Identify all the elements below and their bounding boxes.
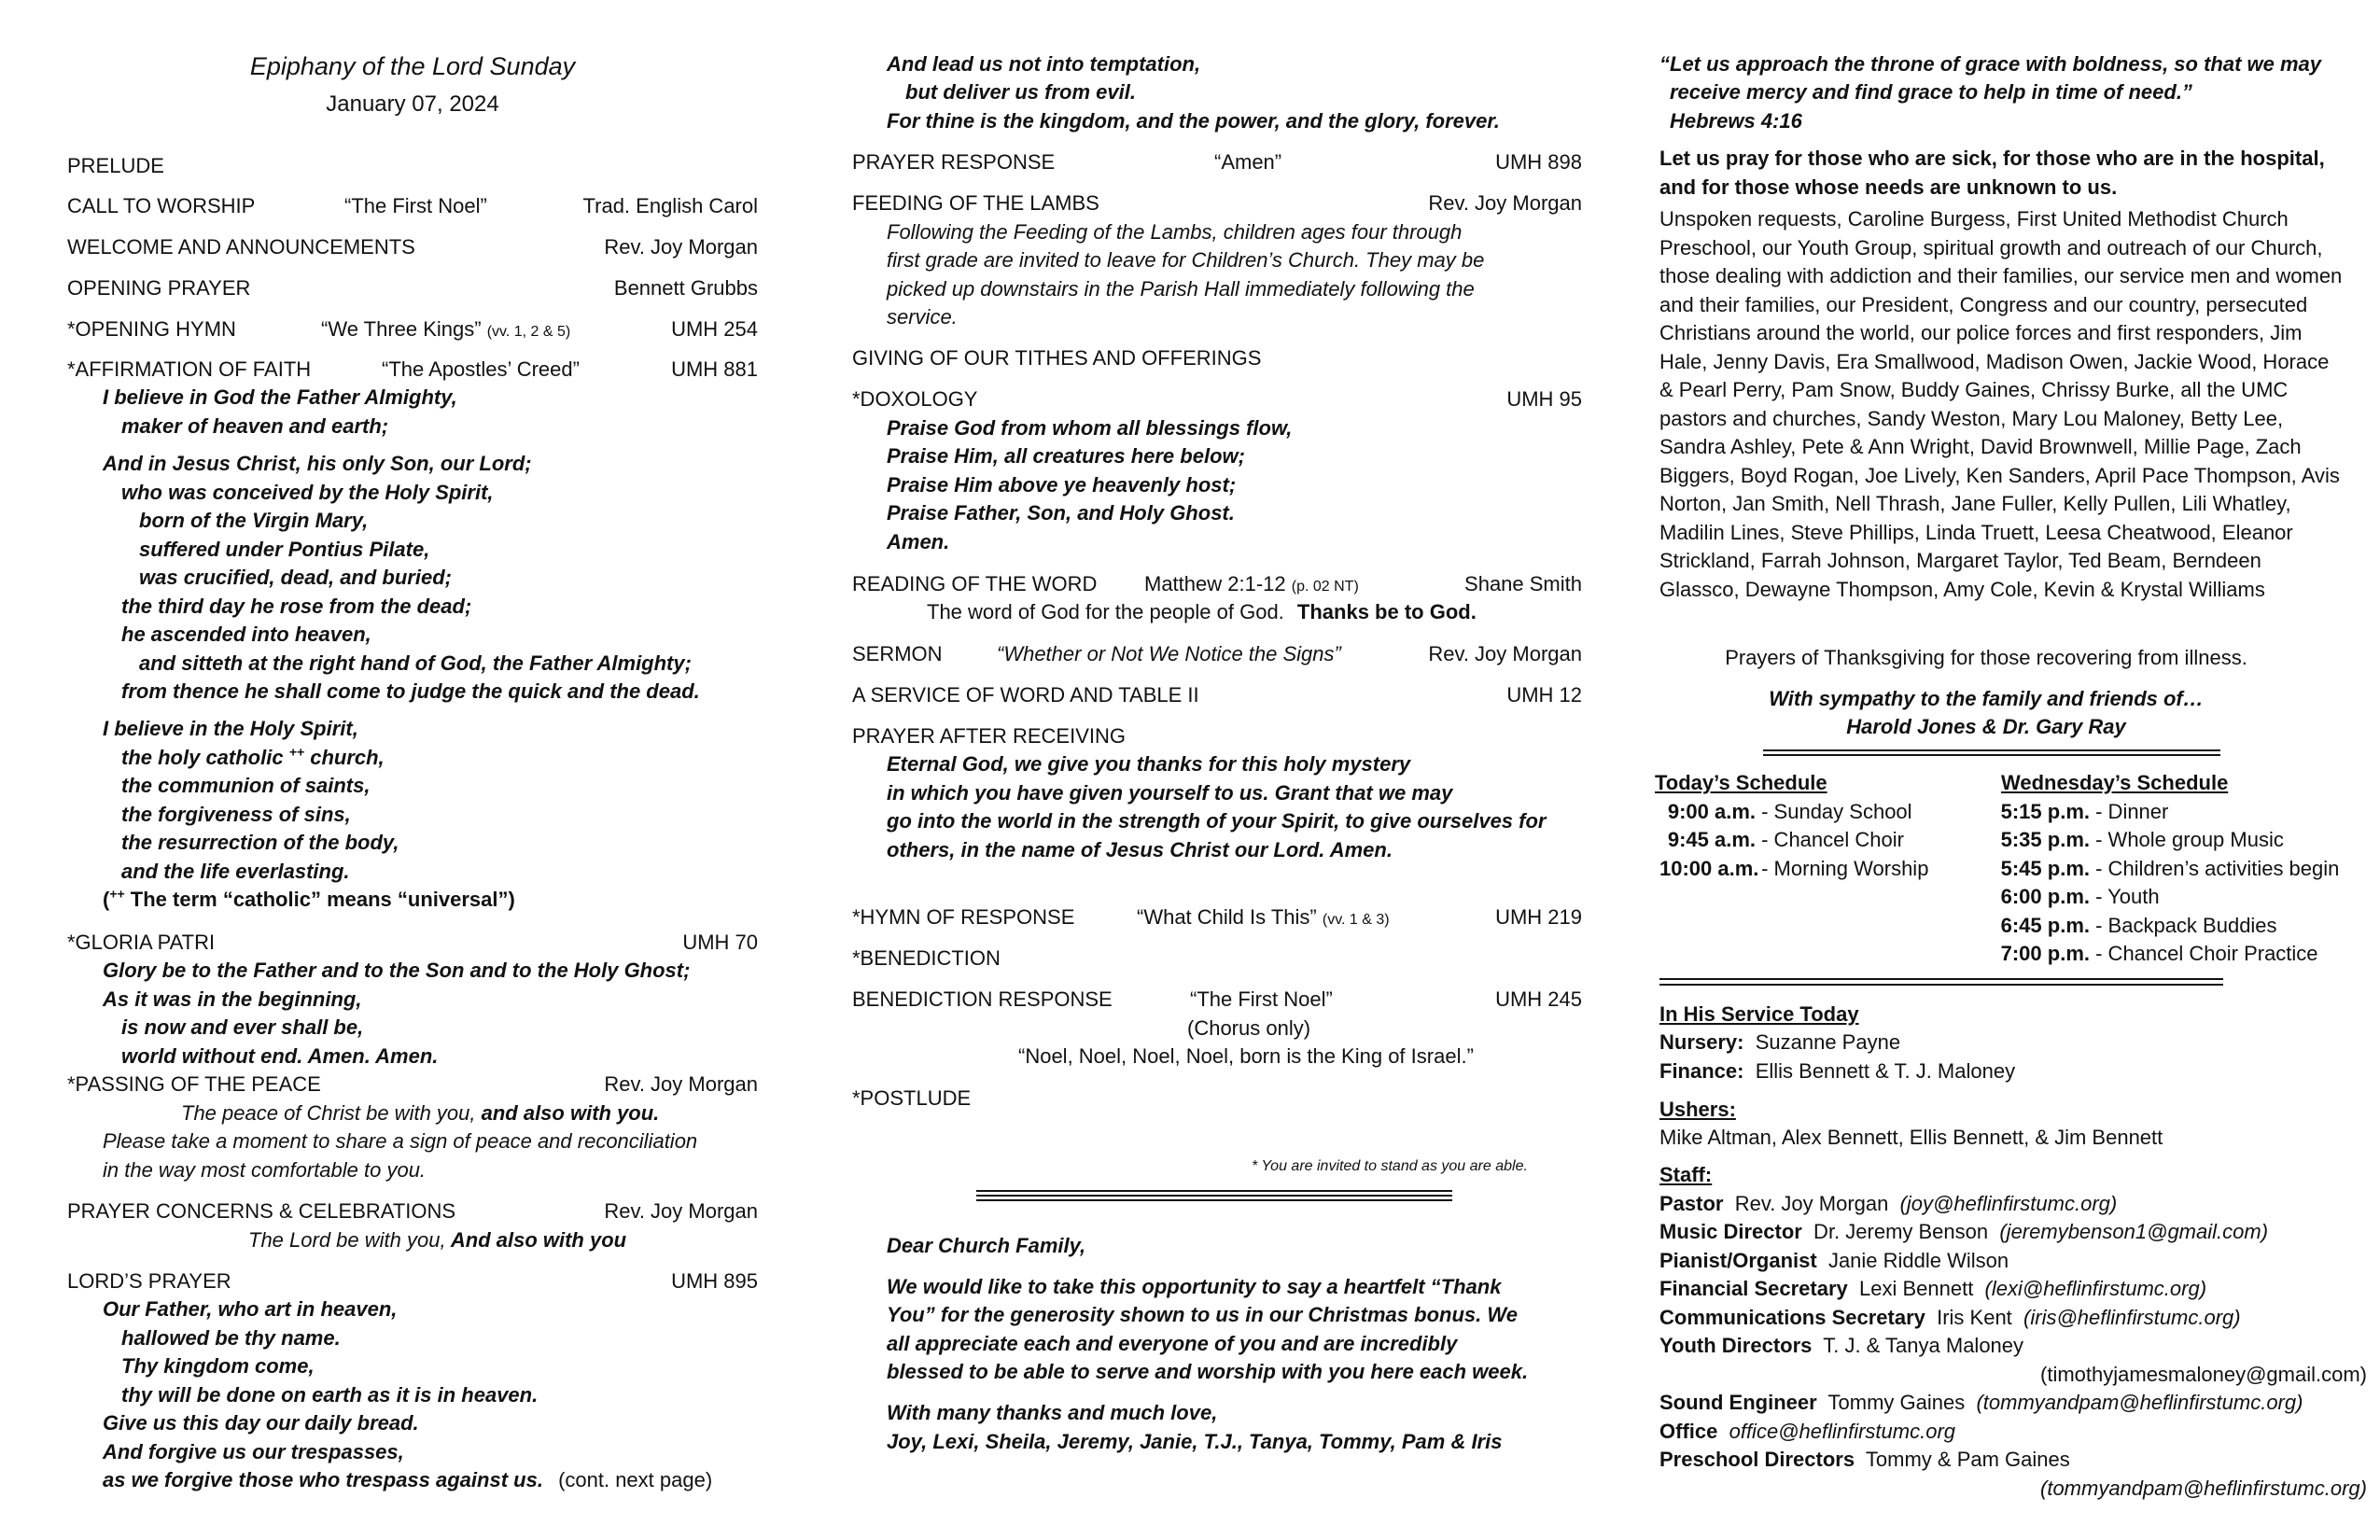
schedule-time: 5:35 p.m. (2000, 828, 2090, 851)
sermon-preacher: Rev. Joy Morgan (1428, 642, 1582, 665)
gloria-line: As it was in the beginning, (103, 987, 362, 1011)
staff-role: Music Director (1659, 1220, 1802, 1243)
word-and-table-number: UMH 12 (1506, 683, 1582, 707)
schedule-item (1659, 828, 1904, 852)
lords-prayer-line: Give us this day our daily bread. (103, 1411, 419, 1435)
letter-closing: With many thanks and much love, (887, 1401, 1218, 1424)
doxology-line: Praise God from whom all blessings flow, (887, 416, 1293, 440)
wednesday-schedule-heading: Wednesday’s Schedule (2001, 771, 2229, 794)
concerns-people-line: And also with you (445, 1228, 627, 1252)
ushers-heading: Ushers: (1659, 1098, 1736, 1121)
letter-line: You” for the generosity shown to us in our Christmas bonus. We (887, 1303, 1518, 1326)
prayer-concerns-leader: Rev. Joy Morgan (604, 1199, 758, 1223)
in-his-service-heading: In His Service Today (1659, 1002, 1859, 1026)
divider-rule (976, 1195, 1452, 1197)
schedule-item (1991, 857, 2339, 881)
lords-prayer-cont-line: but deliver us from evil. (905, 80, 1136, 104)
passing-peace-label: *PASSING OF THE PEACE (67, 1072, 321, 1096)
stand-note: * You are invited to stand as you are able. (1252, 1158, 1528, 1174)
lords-prayer-cont-line: For thine is the kingdom, and the power, and the glory, forever. (887, 109, 1500, 133)
peace-response (181, 1101, 659, 1126)
staff-row (1659, 1277, 2206, 1301)
prayer-after-line: others, in the name of Jesus Christ our Lord. Amen. (887, 838, 1393, 861)
sermon-title: “Whether or Not We Notice the Signs” (997, 642, 1341, 665)
schedule-item (1991, 942, 2318, 966)
creed-line: the forgiveness of sins, (121, 803, 351, 826)
letter-line: We would like to take this opportunity to say a heartfelt “Thank (887, 1275, 1502, 1298)
thanksgiving-line: Prayers of Thanksgiving for those recovering from illness. (1725, 646, 2247, 669)
creed-line: from thence he shall come to judge the quick and the dead. (121, 679, 700, 703)
prayer-response-label: PRAYER RESPONSE (852, 150, 1056, 174)
doxology-line: Praise Father, Son, and Holy Ghost. (887, 501, 1235, 525)
sympathy-names: Harold Jones & Dr. Gary Ray (1846, 715, 2126, 738)
schedule-time: 6:45 p.m. (2000, 914, 2090, 937)
prayer-after-line: go into the world in the strength of your Spirit, to give ourselves for (887, 809, 1547, 833)
lords-prayer-last-line (103, 1468, 712, 1492)
schedule-activity: - Backpack Buddies (2090, 914, 2277, 937)
call-to-worship-label: CALL TO WORSHIP (67, 194, 256, 217)
staff-name: Janie Riddle Wilson (1816, 1249, 2009, 1272)
staff-email: (tommyandpam@heflinfirstumc.org) (2040, 1477, 2367, 1500)
staff-email: (timothyjamesmaloney@gmail.com) (2040, 1363, 2367, 1386)
opening-hymn-verses: (vv. 1, 2 & 5) (486, 324, 571, 340)
benediction-response-title: “The First Noel” (1190, 987, 1333, 1011)
passing-peace-leader: Rev. Joy Morgan (604, 1072, 758, 1096)
staff-heading: Staff: (1659, 1163, 1713, 1186)
column-order-of-worship-1 (67, 0, 758, 1540)
letter-line: all appreciate each and everyone of you and are incredibly (887, 1332, 1458, 1355)
schedule-time: 5:15 p.m. (2000, 800, 2090, 823)
doxology-number: UMH 95 (1506, 387, 1582, 411)
continued-note: (cont. next page) (558, 1468, 713, 1491)
feeding-note-line: first grade are invited to leave for Children’s Church. They may be (887, 248, 1485, 272)
reading-scripture: Matthew 2:1-12 (1144, 572, 1286, 595)
benediction-response-number: UMH 245 (1495, 987, 1582, 1011)
quote-line: “Let us approach the throne of grace with boldness, so that we may (1659, 52, 2322, 76)
affirmation-title: “The Apostles’ Creed” (382, 357, 580, 381)
lords-prayer-line: thy will be done on earth as it is in heaven. (121, 1383, 539, 1407)
lords-prayer-line: hallowed be thy name. (121, 1326, 341, 1350)
creed-line: the communion of saints, (121, 774, 371, 797)
welcome-leader: Rev. Joy Morgan (604, 235, 758, 259)
peace-instruction: in the way most comfortable to you. (103, 1158, 427, 1182)
prayer-response-number: UMH 898 (1495, 150, 1582, 174)
schedule-item (1659, 857, 1928, 881)
finance-row (1659, 1059, 2015, 1084)
schedule-time: 9:45 a.m. (1667, 828, 1756, 851)
sympathy-line: With sympathy to the family and friends of… (1769, 687, 2204, 710)
creed-footnote (103, 888, 515, 912)
staff-role: Preschool Directors (1659, 1448, 1855, 1471)
gloria-patri-label: *GLORIA PATRI (67, 931, 216, 954)
staff-email: (joy@heflinfirstumc.org) (1899, 1192, 2118, 1215)
gloria-line: world without end. Amen. Amen. (121, 1044, 439, 1068)
creed-footnote-note-mark: ++ (109, 886, 125, 902)
prayer-after-line: in which you have given yourself to us. Grant that we may (887, 781, 1453, 805)
divider-rule (1763, 749, 2220, 751)
staff-row (1659, 1306, 2241, 1330)
lords-prayer-line: Our Father, who art in heaven, (103, 1297, 398, 1321)
staff-email: (jeremybenson1@gmail.com) (1999, 1220, 2269, 1243)
staff-row (1659, 1420, 1955, 1444)
creed-line: born of the Virgin Mary, (139, 509, 369, 532)
schedule-item (1991, 828, 2284, 852)
divider-rule (1659, 978, 2223, 980)
lords-prayer-line: And forgive us our trespasses, (103, 1440, 404, 1463)
creed-line: maker of heaven and earth; (121, 414, 389, 438)
schedule-time: 7:00 p.m. (2000, 942, 2090, 965)
call-to-worship-title: “The First Noel” (344, 194, 487, 217)
reading-response (927, 600, 1477, 624)
lords-prayer-cont-line: And lead us not into temptation, (887, 52, 1201, 76)
doxology-line: Praise Him above ye heavenly host; (887, 473, 1237, 497)
letter-line: blessed to be able to serve and worship with you here each week. (887, 1360, 1529, 1383)
creed-line: and sitteth at the right hand of God, the Father Almighty; (139, 651, 692, 675)
creed-line: I believe in God the Father Almighty, (103, 385, 457, 409)
creed-line-catholic (121, 746, 385, 770)
hymn-response-verses: (vv. 1 & 3) (1322, 912, 1390, 928)
schedule-item (1991, 914, 2277, 938)
opening-hymn-number: UMH 254 (671, 317, 758, 341)
staff-row (1659, 1448, 2070, 1472)
staff-role: Pianist/Organist (1659, 1249, 1817, 1272)
hymn-response-number: UMH 219 (1495, 905, 1582, 929)
nursery-row (1659, 1030, 1900, 1055)
opening-prayer-label: OPENING PRAYER (67, 276, 251, 300)
column-order-of-worship-2 (852, 0, 1582, 1540)
staff-name: T. J. & Tanya Maloney (1812, 1334, 2024, 1357)
lords-prayer-line: as we forgive those who trespass against us. (103, 1468, 543, 1491)
reading-label: READING OF THE WORD (852, 572, 1098, 595)
staff-name: Rev. Joy Morgan (1723, 1192, 1900, 1215)
creed-line: suffered under Pontius Pilate, (139, 538, 430, 561)
finance-label: Finance: (1659, 1059, 1744, 1083)
doxology-line: Amen. (887, 530, 950, 553)
staff-row (1659, 1249, 2009, 1273)
peace-leader-line: The peace of Christ be with you, (181, 1101, 476, 1125)
schedule-item (1991, 800, 2168, 824)
quote-reference: Hebrews 4:16 (1670, 109, 1802, 133)
divider-rule (976, 1199, 1452, 1201)
creed-line: the holy catholic (121, 746, 284, 769)
reading-people-line: Thanks be to God. (1296, 600, 1477, 623)
schedule-time: 10:00 a.m. (1659, 857, 1759, 880)
doxology-line: Praise Him, all creatures here below; (887, 444, 1245, 468)
staff-name (1717, 1420, 1729, 1443)
staff-email: (iris@heflinfirstumc.org) (2023, 1306, 2241, 1329)
peace-people-line: and also with you. (475, 1101, 660, 1125)
lords-prayer-label: LORD’S PRAYER (67, 1269, 231, 1293)
feeding-lambs-leader: Rev. Joy Morgan (1428, 191, 1582, 215)
pray-for-heading: Let us pray for those who are sick, for those who are in the hospital, and for those whose needs are unknown to us. (1659, 147, 2325, 199)
creed-line: church, (310, 746, 385, 769)
creed-line: the third day he rose from the dead; (121, 595, 472, 618)
staff-role: Office (1659, 1420, 1718, 1443)
divider-rule (1763, 754, 2220, 756)
concerns-leader-line: The Lord be with you, (248, 1228, 446, 1252)
hymn-response-title: “What Child Is This” (1137, 905, 1317, 929)
feeding-note-line: service. (887, 305, 958, 329)
noel-chorus: “Noel, Noel, Noel, Noel, born is the King of Israel.” (1018, 1044, 1474, 1068)
opening-prayer-leader: Bennett Grubbs (613, 276, 758, 300)
welcome-label: WELCOME AND ANNOUNCEMENTS (67, 235, 415, 259)
service-date: January 07, 2024 (326, 91, 499, 117)
concerns-response (248, 1228, 626, 1253)
gloria-line: is now and ever shall be, (121, 1015, 364, 1039)
benediction-response-sub: (Chorus only) (1187, 1016, 1311, 1040)
staff-row (1659, 1192, 2117, 1216)
staff-role: Communications Secretary (1659, 1306, 1925, 1329)
reading-leader-line: The word of God for the people of God. (927, 600, 1284, 623)
letter-salutation: Dear Church Family, (887, 1234, 1086, 1257)
reading-page: (p. 02 NT) (1291, 579, 1359, 595)
schedule-item (1659, 800, 1912, 824)
schedule-time: 5:45 p.m. (2000, 857, 2090, 880)
affirmation-number: UMH 881 (671, 357, 758, 381)
peace-instruction: Please take a moment to share a sign of peace and reconciliation (103, 1129, 698, 1153)
staff-row (1659, 1220, 2268, 1244)
schedule-activity: - Dinner (2090, 800, 2169, 823)
tithes-label: GIVING OF OUR TITHES AND OFFERINGS (852, 346, 1262, 370)
creed-footnote-mark: ++ (288, 744, 305, 760)
staff-name: Iris Kent (1925, 1306, 2024, 1329)
creed-line: the resurrection of the body, (121, 831, 399, 854)
opening-hymn-title-group (321, 317, 570, 342)
divider-rule (976, 1190, 1452, 1192)
creed-footnote-text: The term “catholic” means “universal”) (124, 888, 515, 911)
feeding-note-line: picked up downstairs in the Parish Hall immediately following the (887, 277, 1475, 301)
lords-prayer-number: UMH 895 (671, 1269, 758, 1293)
staff-email: (tommyandpam@heflinfirstumc.org) (1976, 1391, 2303, 1414)
staff-name: Lexi Bennett (1847, 1277, 1985, 1300)
creed-line: who was conceived by the Holy Spirit, (121, 481, 494, 504)
sermon-label: SERMON (852, 642, 943, 665)
staff-row (1659, 1391, 2303, 1415)
prayer-response-title: “Amen” (1214, 150, 1282, 174)
gloria-line: Glory be to the Father and to the Son and to the Holy Ghost; (103, 959, 691, 982)
letter-signatures: Joy, Lexi, Sheila, Jeremy, Janie, T.J., Tanya, Tommy, Pam & Iris (887, 1430, 1503, 1453)
doxology-label: *DOXOLOGY (852, 387, 978, 411)
schedule-activity: - Morning Worship (1756, 857, 1929, 880)
staff-name: Tommy Gaines (1816, 1391, 1977, 1414)
reading-reference (1144, 572, 1359, 596)
staff-role: Sound Engineer (1659, 1391, 1817, 1414)
reading-reader: Shane Smith (1464, 572, 1582, 595)
staff-name: Tommy & Pam Gaines (1855, 1448, 2070, 1471)
feeding-note-line: Following the Feeding of the Lambs, children ages four through (887, 220, 1463, 244)
creed-line: I believe in the Holy Spirit, (103, 717, 358, 740)
schedule-activity: - Whole group Music (2090, 828, 2284, 851)
benediction-response-label: BENEDICTION RESPONSE (852, 987, 1113, 1011)
creed-line: he ascended into heaven, (121, 623, 371, 646)
staff-email: office@heflinfirstumc.org (1729, 1420, 1956, 1443)
today-schedule-heading: Today’s Schedule (1655, 771, 1827, 794)
staff-role: Financial Secretary (1659, 1277, 1848, 1300)
benediction-label: *BENEDICTION (852, 946, 1001, 970)
opening-hymn-label: *OPENING HYMN (67, 317, 236, 341)
prayer-after-line: Eternal God, we give you thanks for this holy mystery (887, 752, 1411, 776)
gloria-patri-number: UMH 70 (682, 931, 758, 954)
prayer-list: Unspoken requests, Caroline Burgess, First United Methodist Church Preschool, our Youth Group, spiritual growth and outreach of our Church, those dealing with addiction and their families, our service men and women and their families, our President, Congress and our country, persecuted Christians around the world, our police forces and first responders, Jim Hale, Jenny Davis, Era Smallwood, Madison Owen, Jackie Wood, Horace & Pearl Perry, Pam Snow, Buddy Gaines, Chrissy Burke, all the UMC pastors and churches, Sandy Weston, Mary Lou Maloney, Betty Lee, Sandra Ashley, Pete & Ann Wright, David Brownwell, Millie Page, Zach Biggers, Boyd Rogan, Joe Lively, Ken Sanders, April Pace Thompson, Avis Norton, Jan Smith, Nell Thrash, Jane Fuller, Kelly Pullen, Lili Whatley, Madilin Lines, Steve Phillips, Linda Truett, Leesa Cheatwood, Eleanor Strickland, Farrah Johnson, Margaret Taylor, Ted Beam, Berndeen Glassco, Dewayne Thompson, Amy Cole, Kevin & Krystal Williams (1659, 207, 2343, 601)
prelude-label: PRELUDE (67, 154, 164, 177)
page-title: Epiphany of the Lord Sunday (249, 52, 576, 80)
schedule-activity: - Youth (2090, 885, 2160, 908)
opening-hymn-title: “We Three Kings” (321, 317, 482, 341)
nursery-label: Nursery: (1659, 1030, 1744, 1054)
creed-line: And in Jesus Christ, his only Son, our Lord; (103, 452, 532, 475)
staff-role: Pastor (1659, 1192, 1724, 1215)
ushers-names: Mike Altman, Alex Bennett, Ellis Bennett, & Jim Bennett (1659, 1126, 2163, 1149)
schedule-activity: - Chancel Choir Practice (2090, 942, 2318, 965)
schedule-activity: - Sunday School (1756, 800, 1912, 823)
staff-row (1659, 1334, 2023, 1358)
column-prayers-and-schedule (1655, 0, 2367, 1540)
call-to-worship-source: Trad. English Carol (582, 194, 758, 217)
lords-prayer-line: Thy kingdom come, (121, 1354, 315, 1378)
creed-line: and the life everlasting. (121, 860, 350, 883)
hymn-response-label: *HYMN OF RESPONSE (852, 905, 1075, 929)
word-and-table-label: A SERVICE OF WORD AND TABLE II (852, 683, 1199, 707)
prayer-concerns-label: PRAYER CONCERNS & CELEBRATIONS (67, 1199, 456, 1223)
staff-role: Youth Directors (1659, 1334, 1813, 1357)
quote-line: receive mercy and find grace to help in time of need.” (1670, 80, 2192, 104)
staff-name: Dr. Jeremy Benson (1801, 1220, 2000, 1243)
postlude-label: *POSTLUDE (852, 1086, 972, 1110)
affirmation-label: *AFFIRMATION OF FAITH (67, 357, 312, 381)
staff-email: (lexi@heflinfirstumc.org) (1984, 1277, 2207, 1300)
schedule-activity: - Children’s activities begin (2090, 857, 2340, 880)
creed-line: was crucified, dead, and buried; (139, 566, 452, 589)
schedule-item (1991, 885, 2160, 909)
divider-rule (1659, 984, 2223, 986)
nursery-name: Suzanne Payne (1743, 1030, 1901, 1054)
creed-footnote-open: ( (103, 888, 110, 911)
finance-names: Ellis Bennett & T. J. Maloney (1743, 1059, 2016, 1083)
schedule-activity: - Chancel Choir (1756, 828, 1904, 851)
schedule-time: 9:00 a.m. (1667, 800, 1756, 823)
hymn-response-title-group (1137, 905, 1390, 930)
feeding-lambs-label: FEEDING OF THE LAMBS (852, 191, 1099, 215)
schedule-time: 6:00 p.m. (2000, 885, 2090, 908)
prayer-after-receiving-label: PRAYER AFTER RECEIVING (852, 724, 1126, 748)
